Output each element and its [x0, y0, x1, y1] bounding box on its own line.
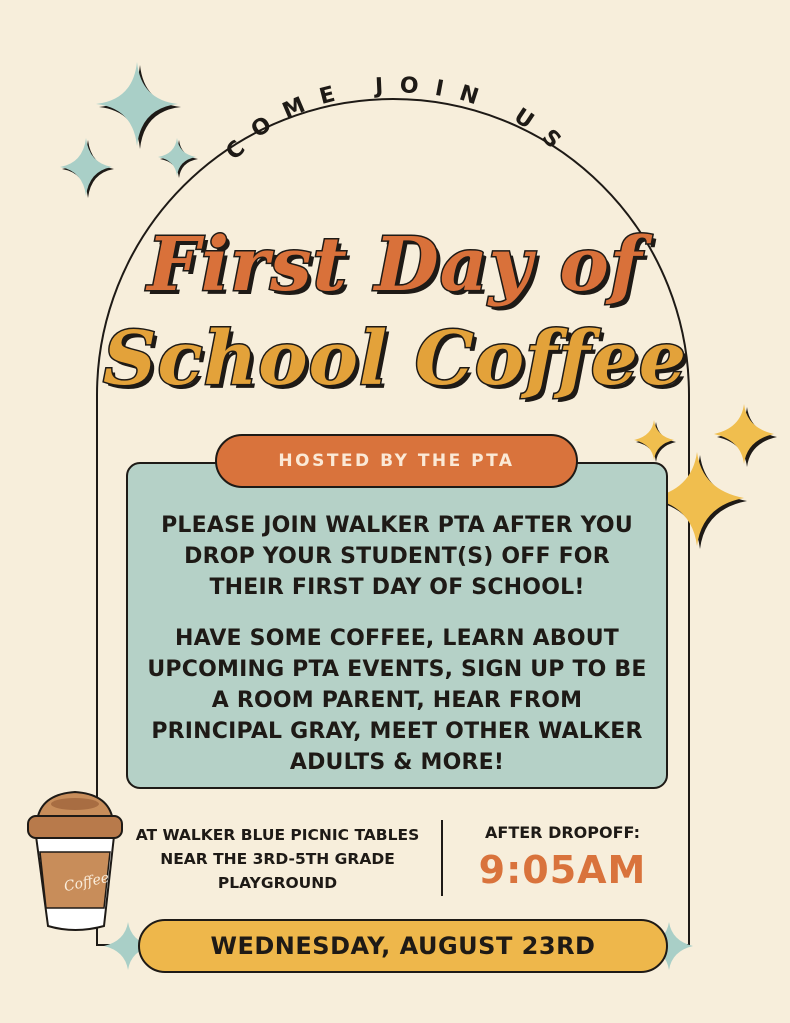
- cup-label: Coffee: [62, 869, 111, 896]
- event-date-banner: WEDNESDAY, AUGUST 23RD: [138, 919, 668, 973]
- tagline-text: COME JOIN US: [221, 73, 577, 166]
- details-divider: [441, 820, 443, 896]
- time-label: AFTER DROPOFF:: [485, 823, 640, 842]
- svg-text:COME JOIN US: [221, 73, 576, 165]
- hosted-by-badge: HOSTED BY THE PTA: [215, 434, 578, 488]
- location-text: AT WALKER BLUE PICNIC TABLES NEAR THE 3RD-5TH GRADE PLAYGROUND: [135, 826, 420, 892]
- info-paragraph-2: HAVE SOME COFFEE, LEARN ABOUT UPCOMING PTA EVENTS, SIGN UP TO BE A ROOM PARENT, HEAR FROM PRINCIPAL GRAY, MEET OTHER WALKER ADULTS & MORE!: [147, 626, 647, 775]
- page-title-line-1: First Day of: [147, 222, 643, 308]
- info-box: [126, 462, 668, 789]
- page-title-line-2: School Coffee: [103, 316, 687, 402]
- info-paragraph-1: PLEASE JOIN WALKER PTA AFTER YOU DROP YOUR STUDENT(S) OFF FOR THEIR FIRST DAY OF SCHOOL!: [161, 513, 633, 600]
- time-value: 9:05AM: [478, 848, 647, 892]
